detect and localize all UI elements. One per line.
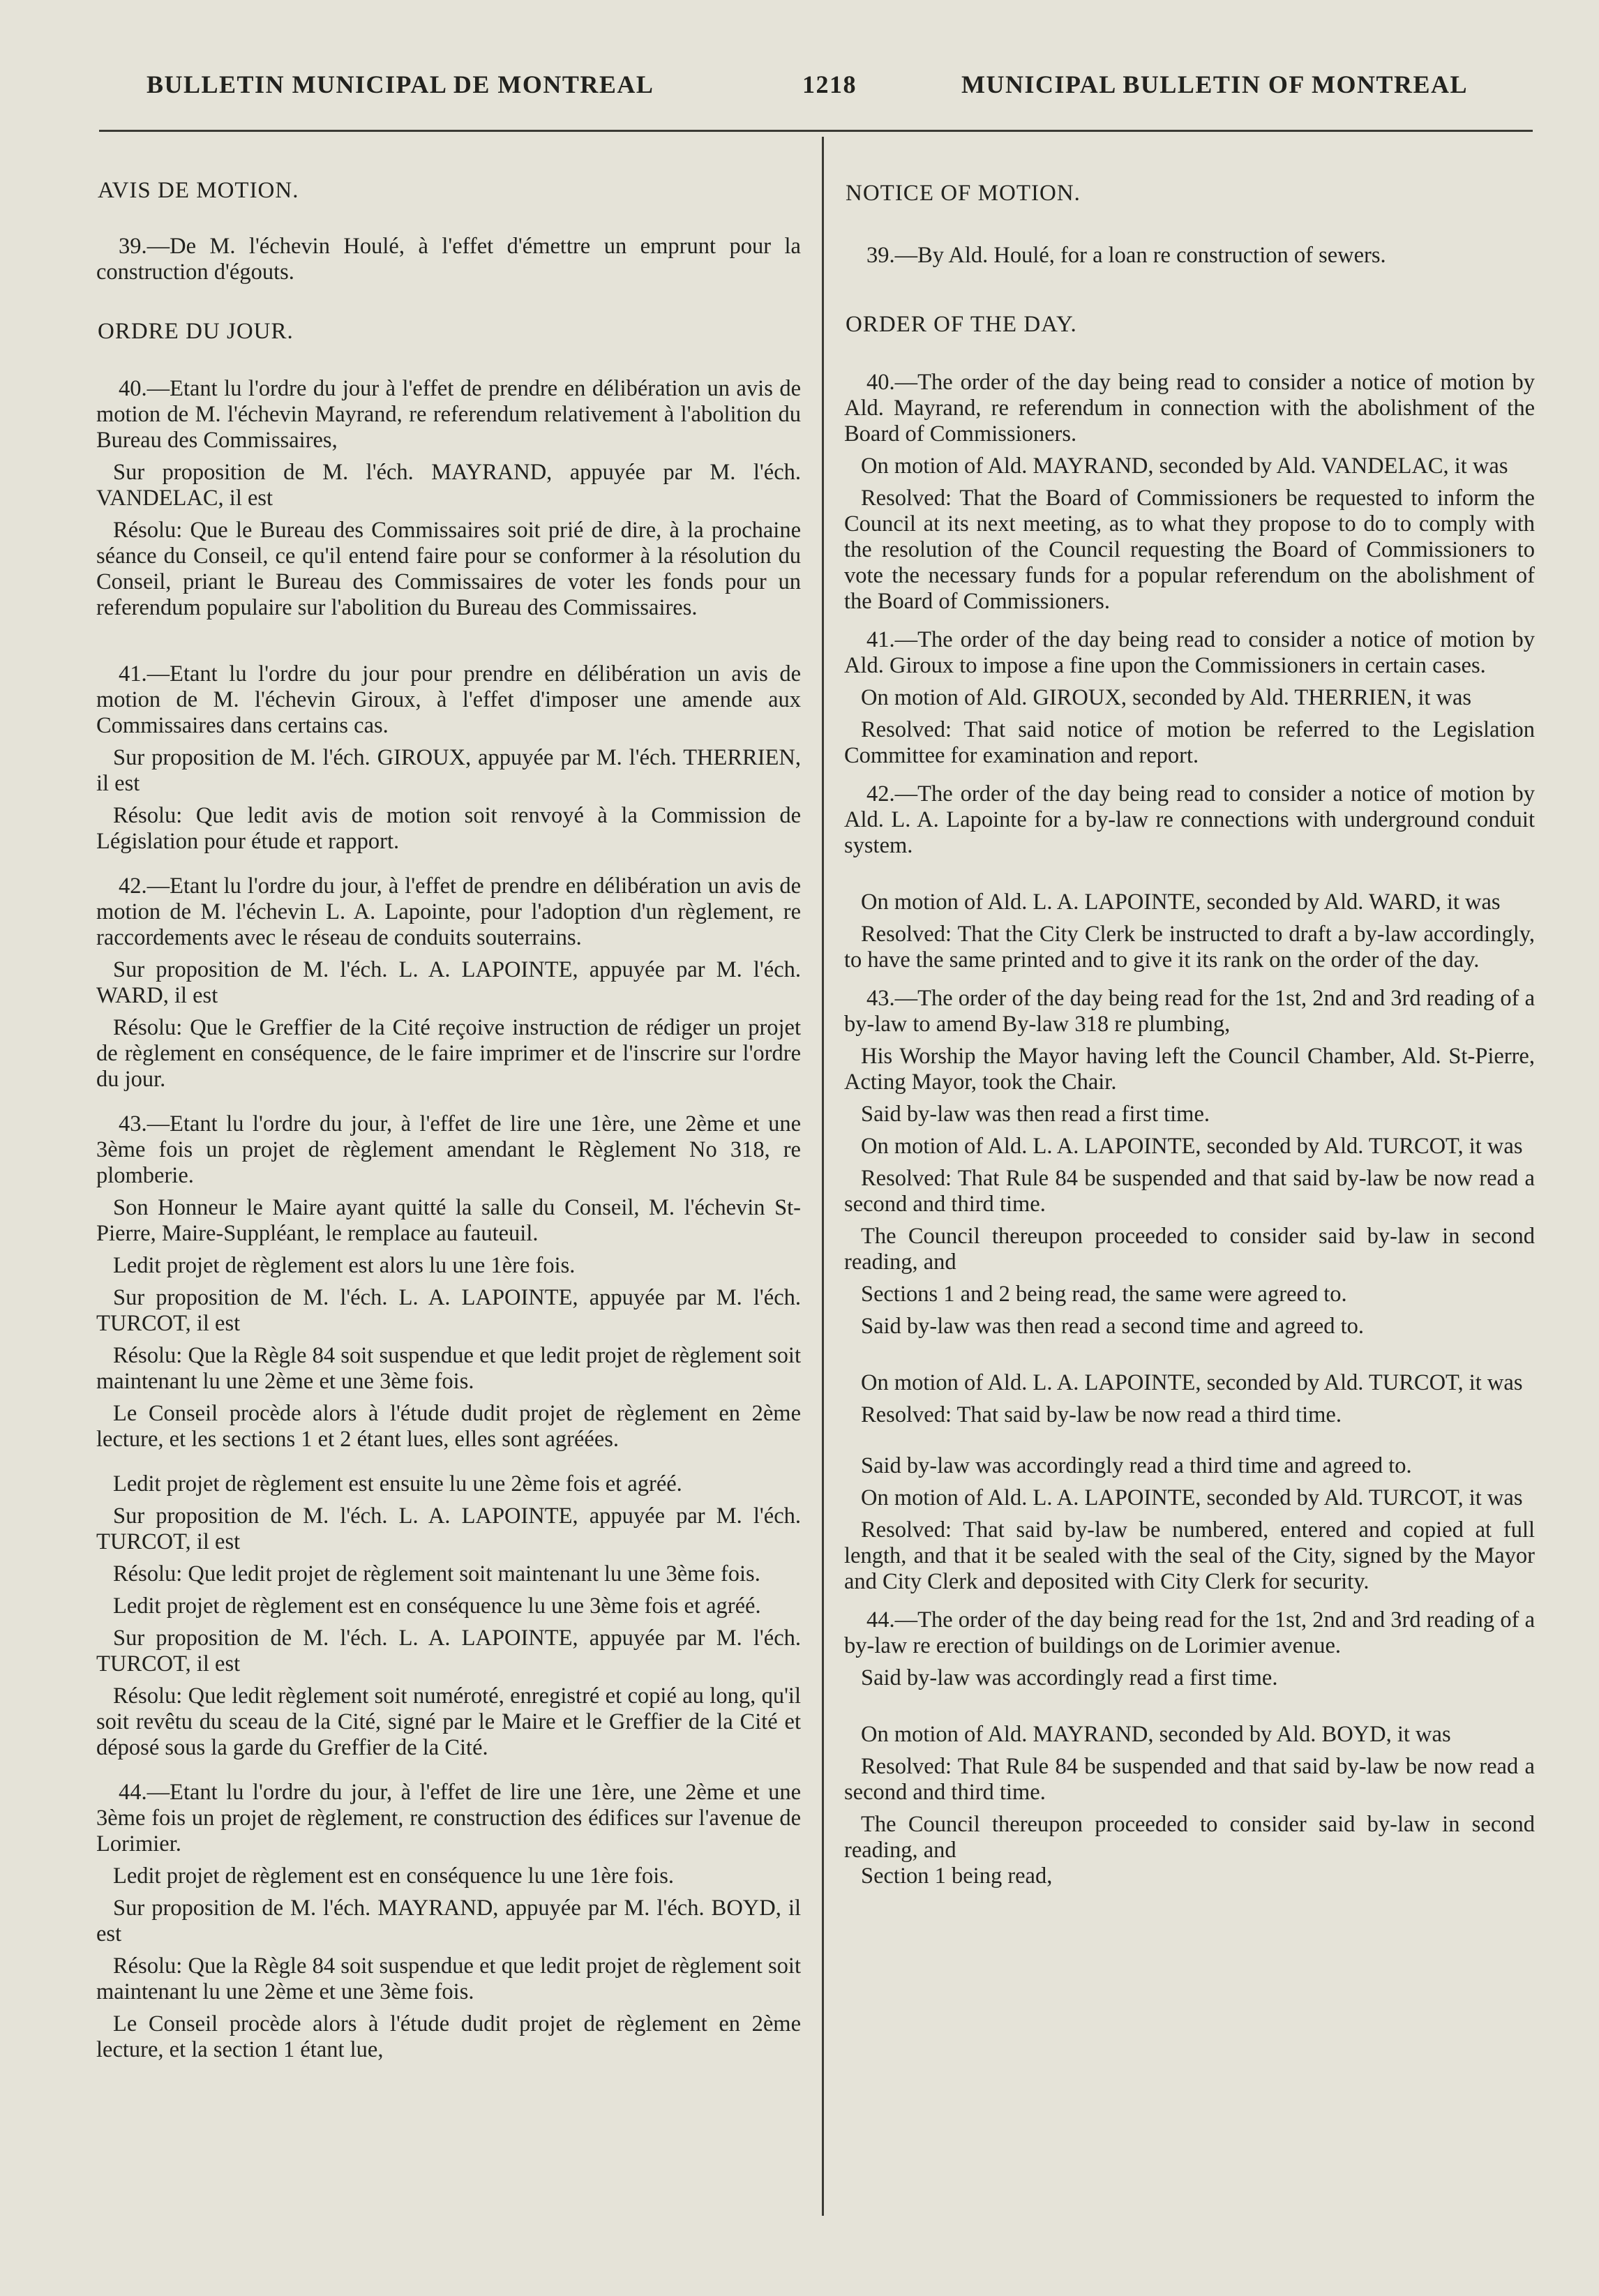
paragraph-43-resolution-en: Resolved: That Rule 84 be suspended and that said by-law be now read a second and third time. bbox=[844, 1166, 1535, 1217]
paragraph-43-motion-2-en: On motion of Ald. L. A. LAPOINTE, seconded by Ald. TURCOT, it was bbox=[861, 1370, 1523, 1395]
paragraph-41-resolution-fr: Résolu: Que ledit avis de motion soit renvoyé à la Commission de Législation pour étude et rapport. bbox=[96, 803, 801, 854]
paragraph-43-third-reading-fr: Ledit projet de règlement est en conséquence lu une 3ème fois et agréé. bbox=[113, 1593, 761, 1619]
paragraph-43-en: 43.—The order of the day being read for the 1st, 2nd and 3rd reading of a by-law to amend By-law 318 re plumbing, bbox=[844, 986, 1535, 1037]
paragraph-43-resolution-2-fr: Résolu: Que ledit projet de règlement soit maintenant lu une 3ème fois. bbox=[113, 1561, 760, 1586]
paragraph-42-en: 42.—The order of the day being read to consider a notice of motion by Ald. L. A. Lapointe for a by-law re connections with underground conduit system. bbox=[844, 781, 1535, 858]
section-heading-notice: NOTICE OF MOTION. bbox=[846, 181, 1081, 206]
paragraph-41-en: 41.—The order of the day being read to consider a notice of motion by Ald. Giroux to impose a fine upon the Commissioners in certain cases. bbox=[844, 627, 1535, 678]
paragraph-44-section-en: Section 1 being read, bbox=[861, 1863, 1053, 1889]
paragraph-43-motion-2-fr: Sur proposition de M. l'éch. L. A. LAPOINTE, appuyée par M. l'éch. TURCOT, il est bbox=[96, 1503, 801, 1554]
section-heading-ordre: ORDRE DU JOUR. bbox=[98, 319, 294, 344]
paragraph-43-resolution-fr: Résolu: Que la Règle 84 soit suspendue et que ledit projet de règlement soit maintenant lu une 2ème et une 3ème fois. bbox=[96, 1343, 801, 1394]
paragraph-43-motion-3-en: On motion of Ald. L. A. LAPOINTE, seconded by Ald. TURCOT, it was bbox=[861, 1485, 1523, 1510]
paragraph-43-first-reading-en: Said by-law was then read a first time. bbox=[861, 1102, 1210, 1127]
paragraph-44-en: 44.—The order of the day being read for the 1st, 2nd and 3rd reading of a by-law re erection of buildings on de Lorimier avenue. bbox=[844, 1607, 1535, 1658]
paragraph-44-first-reading-fr: Ledit projet de règlement est en conséquence lu une 1ère fois. bbox=[113, 1863, 675, 1889]
paragraph-41-fr: 41.—Etant lu l'ordre du jour pour prendre en délibération un avis de motion de M. l'échevin Giroux, à l'effet d'imposer une amende aux Commissaires dans certains cas. bbox=[96, 661, 801, 738]
paragraph-43-first-reading-fr: Ledit projet de règlement est alors lu une 1ère fois. bbox=[113, 1253, 576, 1278]
header-title-french: BULLETIN MUNICIPAL DE MONTREAL bbox=[147, 70, 654, 98]
page-number: 1218 bbox=[802, 70, 857, 98]
paragraph-43-motion-3-fr: Sur proposition de M. l'éch. L. A. LAPOINTE, appuyée par M. l'éch. TURCOT, il est bbox=[96, 1626, 801, 1676]
paragraph-42-motion-fr: Sur proposition de M. l'éch. L. A. LAPOINTE, appuyée par M. l'éch. WARD, il est bbox=[96, 957, 801, 1008]
paragraph-43-resolution-2-en: Resolved: That said by-law be now read a third time. bbox=[861, 1402, 1342, 1427]
section-heading-avis: AVIS DE MOTION. bbox=[98, 178, 299, 203]
paragraph-43-motion-en: On motion of Ald. L. A. LAPOINTE, seconded by Ald. TURCOT, it was bbox=[861, 1134, 1523, 1159]
section-heading-order: ORDER OF THE DAY. bbox=[846, 312, 1077, 337]
english-column bbox=[844, 167, 1535, 1889]
paragraph-40-motion-fr: Sur proposition de M. l'éch. MAYRAND, appuyée par M. l'éch. VANDELAC, il est bbox=[96, 460, 801, 511]
paragraph-43-resolution-3-en: Resolved: That said by-law be numbered, entered and copied at full length, and that it be sealed with the seal of the City, signed by the Mayor and City Clerk and deposited with City Clerk for security. bbox=[844, 1517, 1535, 1594]
paragraph-43-study-en: The Council thereupon proceeded to consider said by-law in second reading, and bbox=[844, 1224, 1535, 1275]
paragraph-41-motion-fr: Sur proposition de M. l'éch. GIROUX, appuyée par M. l'éch. THERRIEN, il est bbox=[96, 745, 801, 796]
header-title-english: MUNICIPAL BULLETIN OF MONTREAL bbox=[961, 70, 1469, 98]
paragraph-44-resolution-fr: Résolu: Que la Règle 84 soit suspendue et que ledit projet de règlement soit maintenant lu une 2ème et une 3ème fois. bbox=[96, 1953, 801, 2004]
paragraph-40-fr: 40.—Etant lu l'ordre du jour à l'effet de prendre en délibération un avis de motion de M. l'échevin Mayrand, re referendum relativement à l'abolition du Bureau des Commissaires, bbox=[96, 376, 801, 453]
paragraph-43-sections-en: Sections 1 and 2 being read, the same were agreed to. bbox=[861, 1282, 1347, 1307]
paragraph-43-mayor-fr: Son Honneur le Maire ayant quitté la salle du Conseil, M. l'échevin St-Pierre, Maire-Suppléant, le remplace au fauteuil. bbox=[96, 1195, 801, 1246]
paragraph-40-resolution-fr: Résolu: Que le Bureau des Commissaires soit prié de dire, à la prochaine séance du Conseil, ce qu'il entend faire pour se conformer à la résolution du Conseil, priant le Bureau des Commissaires de voter les fonds pour un referendum populaire sur l'abolition du Bureau des Commissaires. bbox=[96, 518, 801, 620]
french-column bbox=[96, 167, 801, 2063]
paragraph-43-resolution-3-fr: Résolu: Que ledit règlement soit numéroté, enregistré et copié au long, qu'il soit revêtu du sceau de la Cité, signé par le Maire et le Greffier de la Cité et déposé sous la garde du Greffier de la Cité. bbox=[96, 1683, 801, 1760]
paragraph-44-study-fr: Le Conseil procède alors à l'étude dudit projet de règlement en 2ème lecture, et la section 1 étant lue, bbox=[96, 2011, 801, 2062]
paragraph-43-motion-fr: Sur proposition de M. l'éch. L. A. LAPOINTE, appuyée par M. l'éch. TURCOT, il est bbox=[96, 1285, 801, 1336]
paragraph-40-en: 40.—The order of the day being read to consider a notice of motion by Ald. Mayrand, re referendum in connection with the abolishment of the Board of Commissioners. bbox=[844, 370, 1535, 447]
paragraph-42-resolution-fr: Résolu: Que le Greffier de la Cité reçoive instruction de rédiger un projet de règlement en conséquence, de le faire imprimer et de l'inscrire sur l'ordre du jour. bbox=[96, 1015, 801, 1092]
paragraph-44-study-en: The Council thereupon proceeded to consider said by-law in second reading, and bbox=[844, 1812, 1535, 1863]
page-header bbox=[0, 64, 1599, 113]
paragraph-43-second-reading-fr: Ledit projet de règlement est ensuite lu une 2ème fois et agréé. bbox=[113, 1471, 682, 1496]
paragraph-41-resolution-en: Resolved: That said notice of motion be referred to the Legislation Committee for examination and report. bbox=[844, 717, 1535, 768]
paragraph-44-motion-en: On motion of Ald. MAYRAND, seconded by Ald. BOYD, it was bbox=[861, 1722, 1451, 1747]
paragraph-43-mayor-en: His Worship the Mayor having left the Council Chamber, Ald. St-Pierre, Acting Mayor, took the Chair. bbox=[844, 1044, 1535, 1095]
paragraph-39-fr: 39.—De M. l'échevin Houlé, à l'effet d'émettre un emprunt pour la construction d'égouts. bbox=[96, 234, 801, 285]
paragraph-43-fr: 43.—Etant lu l'ordre du jour, à l'effet de lire une 1ère, une 2ème et une 3ème fois un projet de règlement amendant le Règlement No 318, re plomberie. bbox=[96, 1111, 801, 1188]
paragraph-42-motion-en: On motion of Ald. L. A. LAPOINTE, seconded by Ald. WARD, it was bbox=[861, 890, 1501, 915]
paragraph-43-second-reading-en: Said by-law was then read a second time and agreed to. bbox=[861, 1314, 1365, 1339]
paragraph-44-resolution-en: Resolved: That Rule 84 be suspended and that said by-law be now read a second and third time. bbox=[844, 1754, 1535, 1805]
paragraph-41-motion-en: On motion of Ald. GIROUX, seconded by Ald. THERRIEN, it was bbox=[861, 685, 1472, 710]
paragraph-39-en: 39.—By Ald. Houlé, for a loan re construction of sewers. bbox=[866, 243, 1386, 268]
paragraph-40-resolution-en: Resolved: That the Board of Commissioners be requested to inform the Council at its next meeting, as to what they propose to do to comply with the resolution of the Council requesting the Board of Commissioners to vote the necessary funds for a popular referendum on the abolishment of the Board of Commissioners. bbox=[844, 486, 1535, 614]
paragraph-43-study-fr: Le Conseil procède alors à l'étude dudit projet de règlement en 2ème lecture, et les sections 1 et 2 étant lues, elles sont agréées. bbox=[96, 1401, 801, 1452]
paragraph-44-motion-fr: Sur proposition de M. l'éch. MAYRAND, appuyée par M. l'éch. BOYD, il est bbox=[96, 1896, 801, 1946]
column-divider bbox=[822, 137, 824, 2216]
paragraph-43-third-reading-en: Said by-law was accordingly read a third time and agreed to. bbox=[861, 1453, 1412, 1478]
paragraph-42-resolution-en: Resolved: That the City Clerk be instructed to draft a by-law accordingly, to have the same printed and to give it its rank on the order of the day. bbox=[844, 922, 1535, 973]
paragraph-42-fr: 42.—Etant lu l'ordre du jour, à l'effet de prendre en délibération un avis de motion de M. l'échevin L. A. Lapointe, pour l'adoption d'un règlement, re raccordements avec le réseau de conduits souterrains. bbox=[96, 873, 801, 950]
header-rule bbox=[99, 130, 1533, 132]
paragraph-44-fr: 44.—Etant lu l'ordre du jour, à l'effet de lire une 1ère, une 2ème et une 3ème fois un projet de règlement, re construction des édifices sur l'avenue de Lorimier. bbox=[96, 1780, 801, 1856]
paragraph-44-first-reading-en: Said by-law was accordingly read a first time. bbox=[861, 1665, 1278, 1690]
paragraph-40-motion-en: On motion of Ald. MAYRAND, seconded by Ald. VANDELAC, it was bbox=[861, 453, 1508, 479]
